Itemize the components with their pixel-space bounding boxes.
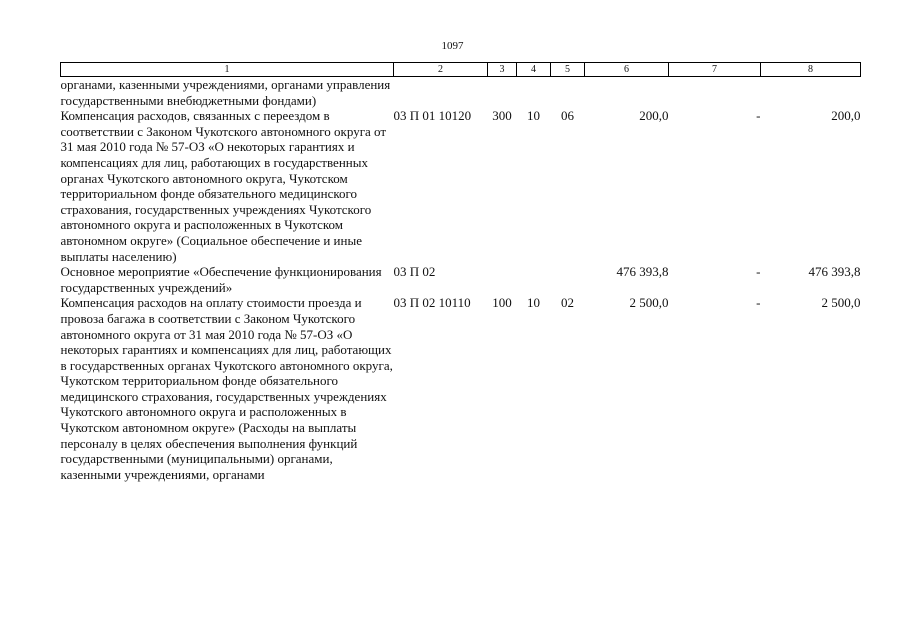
- subsection: [551, 77, 585, 109]
- col-header-6: 6: [585, 63, 669, 77]
- subsection: 02: [561, 295, 574, 311]
- col-header-8: 8: [761, 63, 861, 77]
- col-header-1: 1: [61, 63, 394, 77]
- amount-regional: 200,0: [831, 108, 861, 124]
- amount-federal: [669, 77, 761, 109]
- page-number: 1097: [441, 40, 464, 52]
- amount-federal: -: [756, 295, 761, 311]
- col-header-2: 2: [394, 63, 488, 77]
- budget-table: [60, 62, 861, 482]
- expense-type: 100: [492, 295, 512, 311]
- expense-type: 300: [492, 108, 512, 124]
- table-row: [61, 108, 861, 264]
- section: 10: [527, 295, 540, 311]
- program-code: 03 П 02 10110: [393, 295, 471, 311]
- table-row: [61, 295, 861, 482]
- row-description: Основное мероприятие «Обеспечение функционирования государственных учреждений»: [60, 264, 382, 295]
- amount-total: 2 500,0: [629, 295, 669, 311]
- table-row: [61, 264, 861, 295]
- expense-type: [488, 264, 517, 295]
- amount-regional: 476 393,8: [808, 264, 861, 280]
- subsection: [551, 264, 585, 295]
- program-code: [394, 77, 488, 109]
- amount-total: 200,0: [639, 108, 669, 124]
- program-code: 03 П 01 10120: [393, 108, 472, 124]
- col-header-5: 5: [551, 63, 585, 77]
- col-header-3: 3: [488, 63, 517, 77]
- amount-total: [585, 77, 669, 109]
- section: 10: [527, 108, 540, 124]
- col-header-7: 7: [669, 63, 761, 77]
- column-number-row: [61, 63, 861, 77]
- amount-total: 476 393,8: [616, 264, 669, 280]
- amount-regional: 2 500,0: [821, 295, 861, 311]
- section: [517, 264, 551, 295]
- expense-type: [488, 77, 517, 109]
- col-header-4: 4: [517, 63, 551, 77]
- row-description: органами, казенными учреждениями, органами управления государственными внебюджетными фондами): [60, 77, 391, 108]
- amount-regional: [761, 77, 861, 109]
- row-description: Компенсация расходов, связанных с переездом в соответствии с Законом Чукотского автономного округа от 31 мая 2010 года № 57-ОЗ «О некоторых гарантиях и компенсациях для лиц, работающих в государственных органах Чукотского автономного округа, Чукотском территориальном фонде обязательного медицинского страхования, государственных учреждениях Чукотского автономного округа и расположенных в Чукотском автономном округе» (Социальное обеспечение и иные выплаты населению): [60, 108, 387, 264]
- program-code: 03 П 02: [393, 264, 436, 280]
- amount-federal: -: [756, 264, 761, 280]
- section: [517, 77, 551, 109]
- table-row: [61, 77, 861, 109]
- row-description: Компенсация расходов на оплату стоимости проезда и провоза багажа в соответствии с Законом Чукотского автономного округа от 31 мая 2010 года № 57-ОЗ «О некоторых гарантиях и компенсациях для лиц, работающих в государственных органах Чукотского автономного округа, Чукотском территориальном фонде обязательного медицинского страхования, государственных учреждениях Чукотского автономного округа и расположенных в Чукотском автономном округе» (Расходы на выплаты персоналу в целях обеспечения выполнения функций государственными (муниципальными) органами, казенными учреждениями, органами: [60, 295, 393, 482]
- amount-federal: -: [756, 108, 761, 124]
- subsection: 06: [561, 108, 574, 124]
